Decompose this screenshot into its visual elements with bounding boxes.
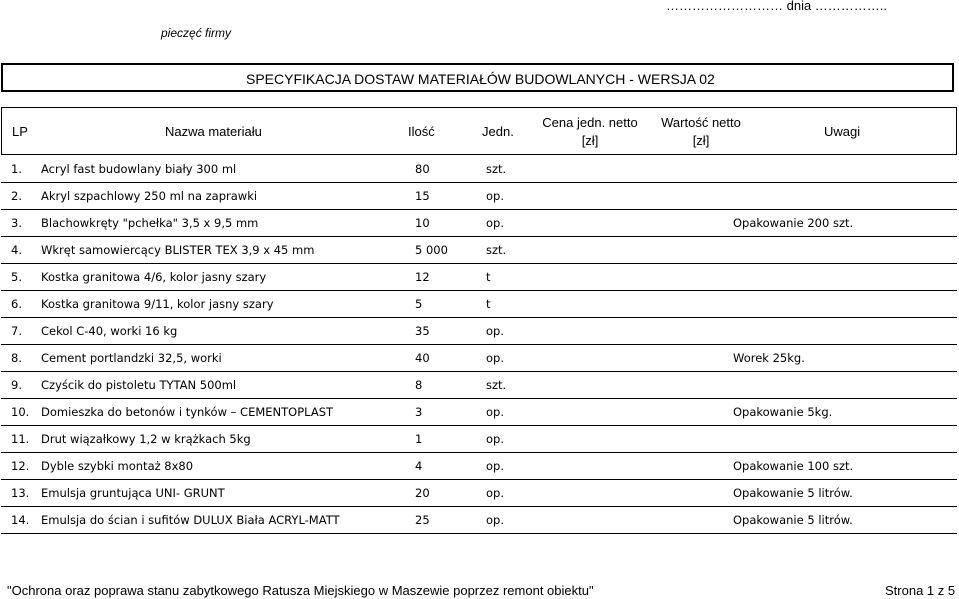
row-name: Acryl fast budowlany biały 300 ml xyxy=(41,161,237,176)
table-row xyxy=(1,183,957,210)
row-name: Drut wiązałkowy 1,2 w krążkach 5kg xyxy=(41,432,251,446)
column-header-price-line1: Cena jedn. netto xyxy=(542,115,638,130)
column-header-qty: Ilość xyxy=(408,124,435,139)
row-qty: 12 xyxy=(415,270,430,284)
row-qty: 8 xyxy=(415,378,423,392)
column-header-unit: Jedn. xyxy=(482,124,514,139)
row-name: Domieszka do betonów i tynków – CEMENTOPLAST xyxy=(41,405,334,419)
row-qty: 3 xyxy=(415,405,423,419)
row-qty: 5 xyxy=(415,297,423,311)
column-header-price-line2: [zł] xyxy=(581,133,599,148)
row-unit: op. xyxy=(486,324,504,338)
row-name: Czyścik do pistoletu TYTAN 500ml xyxy=(41,378,237,392)
row-lp: 6. xyxy=(11,297,22,311)
table-row xyxy=(1,453,957,480)
row-name: Kostka granitowa 9/11, kolor jasny szary xyxy=(41,297,274,311)
row-name: Dyble szybki montaż 8x80 xyxy=(41,459,194,473)
row-unit: op. xyxy=(486,405,504,419)
row-qty: 40 xyxy=(415,351,430,365)
row-qty: 1 xyxy=(415,432,423,446)
row-note: Opakowanie 100 szt. xyxy=(733,459,854,473)
row-lp: 13. xyxy=(11,486,30,500)
row-unit: op. xyxy=(486,486,504,500)
row-name: Blachowkręty "pchełka" 3,5 x 9,5 mm xyxy=(41,216,259,230)
row-unit: t xyxy=(486,297,491,311)
row-note: Worek 25kg. xyxy=(733,351,805,365)
row-unit: op. xyxy=(486,189,504,203)
table-row xyxy=(1,507,957,534)
row-note: Opakowanie 200 szt. xyxy=(733,216,854,230)
column-header-value-line2: [zł] xyxy=(692,133,710,148)
row-qty: 35 xyxy=(415,324,430,338)
table-row xyxy=(1,345,957,372)
row-lp: 14. xyxy=(11,513,30,527)
table-row xyxy=(1,399,957,426)
row-lp: 12. xyxy=(11,459,30,473)
row-note: Opakowanie 5 litrów. xyxy=(733,486,853,500)
table-header xyxy=(1,107,957,155)
row-unit: op. xyxy=(486,459,504,473)
row-unit: op. xyxy=(486,432,504,446)
row-qty: 20 xyxy=(415,486,430,500)
table-row xyxy=(1,237,957,264)
row-qty: 25 xyxy=(415,513,430,527)
row-note: Opakowanie 5kg. xyxy=(733,405,833,419)
table-row xyxy=(1,480,957,507)
column-header-price xyxy=(538,114,642,150)
table-row xyxy=(1,155,957,183)
row-lp: 4. xyxy=(11,243,22,257)
row-lp: 8. xyxy=(11,351,22,365)
column-header-lp: LP xyxy=(12,124,28,139)
row-lp: 1. xyxy=(11,161,22,176)
table-row xyxy=(1,264,957,291)
row-unit: op. xyxy=(486,513,504,527)
row-unit: szt. xyxy=(486,378,507,392)
row-lp: 7. xyxy=(11,324,22,338)
row-unit: op. xyxy=(486,351,504,365)
column-header-value-line1: Wartość netto xyxy=(661,115,741,130)
footer-project-name: "Ochrona oraz poprawa stanu zabytkowego Ratusza Miejskiego w Maszewie poprzez remont obiektu" xyxy=(7,583,594,598)
row-qty: 4 xyxy=(415,459,423,473)
row-lp: 11. xyxy=(11,432,30,446)
table-row xyxy=(1,372,957,399)
row-name: Akryl szpachlowy 250 ml na zaprawki xyxy=(41,189,258,203)
materials-table-body xyxy=(1,155,957,534)
row-lp: 3. xyxy=(11,216,22,230)
row-lp: 2. xyxy=(11,189,22,203)
column-header-value xyxy=(650,114,752,150)
row-name: Wkręt samowiercący BLISTER TEX 3,9 x 45 mm xyxy=(41,243,315,257)
table-row xyxy=(1,291,957,318)
row-note: Opakowanie 5 litrów. xyxy=(733,513,853,527)
row-qty: 5 000 xyxy=(415,243,448,257)
row-qty: 15 xyxy=(415,189,430,203)
table-row xyxy=(1,318,957,345)
row-name: Emulsja gruntująca UNI- GRUNT xyxy=(41,486,225,500)
row-unit: szt. xyxy=(486,161,507,176)
column-header-name: Nazwa materiału xyxy=(165,124,262,139)
row-name: Kostka granitowa 4/6, kolor jasny szary xyxy=(41,270,267,284)
table-row xyxy=(1,426,957,453)
row-name: Cement portlandzki 32,5, worki xyxy=(41,351,222,365)
row-lp: 5. xyxy=(11,270,22,284)
row-lp: 10. xyxy=(11,405,30,419)
row-unit: op. xyxy=(486,216,504,230)
company-stamp-label: pieczęć firmy xyxy=(161,26,232,40)
row-name: Emulsja do ścian i sufitów DULUX Biała ACRYL-MATT xyxy=(41,513,340,527)
row-qty: 80 xyxy=(415,161,430,176)
row-unit: t xyxy=(486,270,491,284)
date-line: ……………………… dnia …………….. xyxy=(666,0,888,13)
document-title: SPECYFIKACJA DOSTAW MATERIAŁÓW BUDOWLANYCH - WERSJA 02 xyxy=(246,71,715,87)
column-header-notes: Uwagi xyxy=(824,124,861,139)
row-lp: 9. xyxy=(11,378,22,392)
row-name: Cekol C-40, worki 16 kg xyxy=(41,324,178,338)
footer-page-number: Strona 1 z 5 xyxy=(885,583,956,598)
row-qty: 10 xyxy=(415,216,430,230)
table-row xyxy=(1,210,957,237)
row-unit: szt. xyxy=(486,243,507,257)
